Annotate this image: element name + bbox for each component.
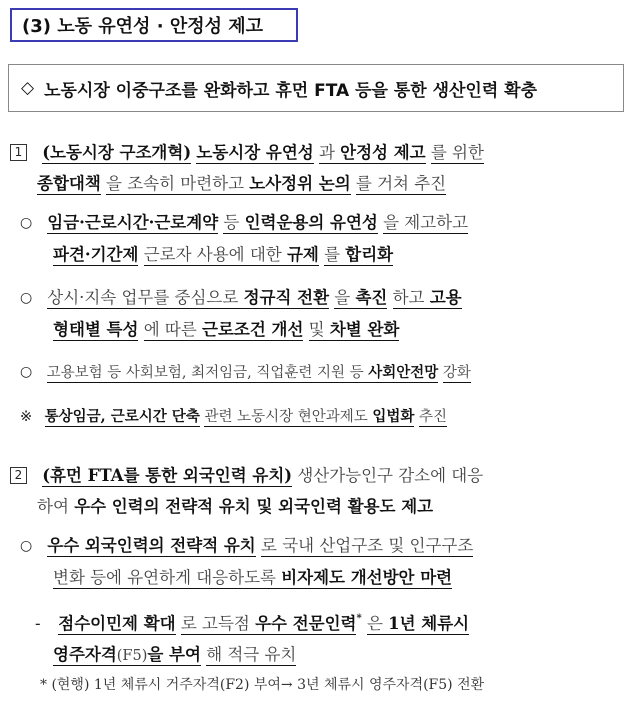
circle-bullet-icon: ○ — [20, 538, 33, 554]
dash-text-2: 은 — [366, 614, 389, 633]
circle-bullet-icon: ○ — [20, 215, 33, 231]
bullet-1-text-1: 등 — [223, 213, 245, 232]
bullet-3-text-2: 강화 — [442, 365, 471, 381]
summary-text: 노동시장 이중구조를 완화하고 휴먼 FTA 등을 통한 생산인력 확충 — [44, 80, 538, 101]
bullet-3-emph-1: 사회안전망 — [368, 364, 439, 381]
note-text-2: 추진 — [418, 409, 447, 425]
bullet-2-text-3: 하고 — [392, 288, 430, 307]
bullet-1-line-2 — [0, 239, 632, 270]
bullet-2-emph-5: 근로조건 개선 — [202, 320, 304, 339]
dash-emph-4: 영주자격 — [53, 645, 117, 664]
item-1-line-2 — [0, 168, 632, 199]
item-2-bullet-1 — [0, 530, 632, 593]
item-1-emph-2: 안정성 제고 — [340, 143, 426, 162]
dash-emph-3: 1년 체류시 — [388, 614, 470, 633]
bullet-1-emph-5: 합리화 — [345, 245, 394, 264]
item-2-bullet-line-1 — [0, 530, 632, 562]
item-1-emph-1: 노동시장 유연성 — [196, 143, 314, 162]
item-2-text-2: 하여 — [37, 497, 75, 516]
item-1-line-1 — [0, 137, 632, 168]
item-2-heading: (휴먼 FTA를 통한 외국인력 유치) — [42, 466, 293, 485]
bullet-2-emph-2: 촉진 — [355, 288, 388, 307]
bullet-1-text-4: 를 — [324, 245, 346, 264]
item-2 — [0, 460, 632, 522]
footnote — [0, 670, 632, 701]
bullet-1-emph-4: 규제 — [286, 245, 319, 264]
item-2-text-1: 생산가능인구 감소에 대응 — [297, 466, 484, 485]
bullet-3-line-1 — [0, 357, 632, 389]
dash-marker: - — [35, 614, 41, 633]
item-2-line-2 — [0, 491, 632, 522]
dash-text-1: 로 고득점 — [180, 614, 256, 633]
bullet-2-emph-6: 차별 완화 — [329, 320, 400, 339]
note-emph-1: 통상임금, 근로시간 단축 — [44, 408, 200, 425]
note-text-1: 관련 노동시장 현안과제도 — [204, 409, 373, 425]
diamond-icon: ◇ — [21, 78, 35, 98]
bullet-2-emph-1: 정규직 전환 — [243, 288, 330, 307]
item-1-bullet-2 — [0, 282, 632, 345]
dash-text-4: 해 적극 유치 — [206, 645, 297, 664]
bullet-1-emph-1: 임금·근로시간·근로계약 — [47, 213, 219, 232]
item-1 — [0, 137, 632, 199]
bullet-2-text-5: 및 — [308, 320, 330, 339]
item-2-bullet-line-2 — [0, 562, 632, 593]
bullet-1-emph-2: 인력운용의 유연성 — [244, 213, 378, 232]
bullet-1-text-3: 근로자 사용에 대한 — [143, 245, 287, 264]
bullet-1-emph-3: 파견·기간제 — [53, 245, 139, 264]
reference-mark-icon: ※ — [20, 409, 33, 425]
item-2-bullet-emph-1: 우수 외국인력의 전략적 유치 — [47, 536, 256, 555]
item-1-text-1: 과 — [318, 143, 341, 162]
note-emph-2: 입법화 — [372, 408, 415, 425]
circle-bullet-icon: ○ — [20, 290, 33, 306]
item-1-bullet-1 — [0, 207, 632, 270]
item-number-box: 1 — [10, 144, 27, 161]
circle-bullet-icon: ○ — [20, 364, 33, 380]
item-1-text-2: 를 위한 — [430, 143, 484, 162]
dash-emph-1: 점수이민제 확대 — [58, 614, 176, 633]
bullet-1-text-2: 을 제고하고 — [383, 213, 469, 232]
bullet-2-line-2 — [0, 314, 632, 345]
bullet-3-text-1: 고용보험 등 사회보험, 최저임금, 직업훈련 지원 등 — [46, 365, 369, 381]
bullet-2-text-1: 상시·지속 업무를 중심으로 — [47, 288, 244, 307]
section-title: (3) 노동 유연성 · 안정성 제고 — [10, 8, 298, 42]
bullet-2-line-1 — [0, 282, 632, 314]
note-line-1 — [0, 401, 632, 433]
item-2-emph-1: 우수 인력의 전략적 유치 및 외국인력 활용도 제고 — [74, 497, 434, 516]
item-2-dash-1 — [0, 603, 632, 672]
item-1-heading: (노동시장 구조개혁) — [42, 143, 192, 162]
bullet-2-text-4: 에 따른 — [143, 320, 203, 339]
dash-emph-5: 을 부여 — [147, 645, 201, 664]
bullet-1-line-1 — [0, 207, 632, 239]
bullet-2-text-2: 을 — [334, 288, 356, 307]
bullet-2-emph-3: 고용 — [429, 288, 462, 307]
item-1-note — [0, 401, 632, 433]
footnote-mark: * — [356, 613, 362, 624]
dash-line-1 — [0, 603, 632, 639]
bullet-2-emph-4: 형태별 특성 — [53, 320, 139, 339]
item-number-box: 2 — [10, 467, 27, 484]
dash-line-2 — [0, 639, 632, 672]
item-1-text-4: 를 거쳐 추진 — [355, 174, 447, 193]
item-1-emph-3: 종합대책 — [37, 174, 101, 193]
item-2-bullet-text-1: 로 국내 산업구조 및 인구구조 — [261, 536, 474, 555]
summary-box — [8, 64, 624, 112]
item-2-bullet-emph-2: 비자제도 개선방안 마련 — [281, 568, 453, 587]
item-2-line-1 — [0, 460, 632, 491]
item-1-text-3: 을 조속히 마련하고 — [106, 174, 250, 193]
item-1-emph-4: 노사정위 논의 — [249, 174, 351, 193]
dash-text-3: (F5) — [116, 648, 148, 664]
dash-emph-2: 우수 전문인력 — [255, 614, 357, 633]
item-2-bullet-text-2: 변화 등에 유연하게 대응하도록 — [53, 568, 282, 587]
footnote-line: * (현행) 1년 체류시 거주자격(F2) 부여→ 3년 체류시 영주자격(F5) 전환 — [40, 677, 485, 693]
item-1-bullet-3 — [0, 357, 632, 389]
